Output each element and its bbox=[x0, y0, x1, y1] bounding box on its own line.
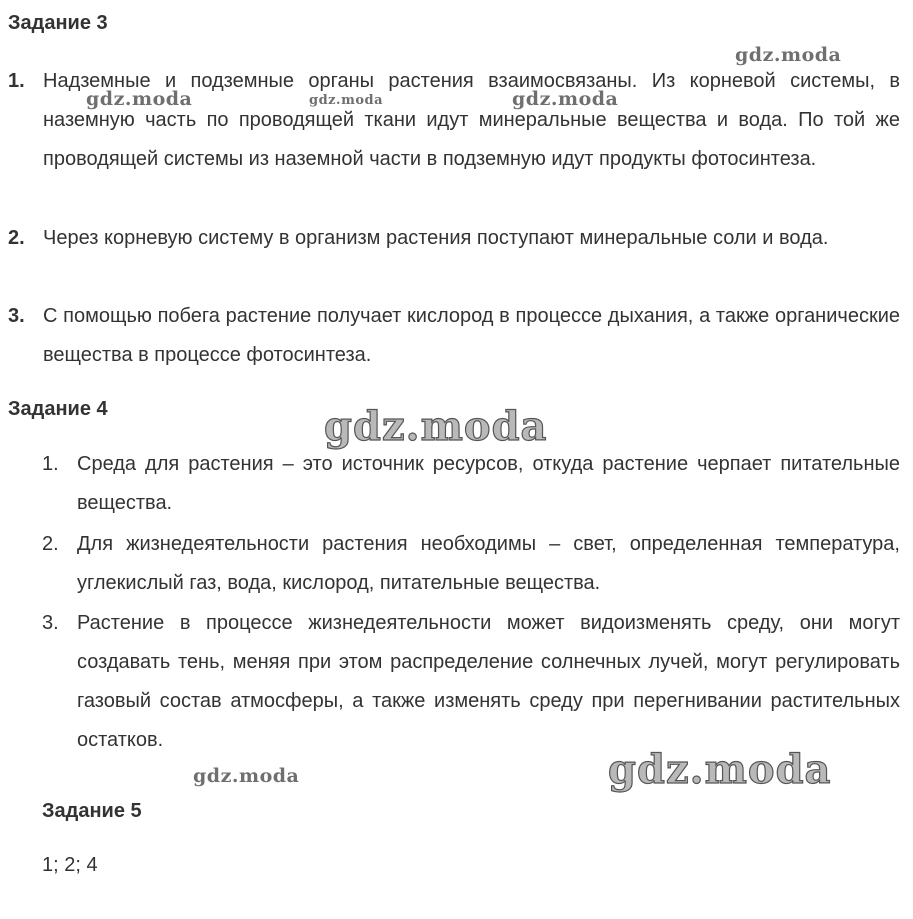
watermark-logo: gdz.moda bbox=[324, 403, 548, 450]
task5-answer: 1; 2; 4 bbox=[42, 854, 98, 876]
watermark-logo: gdz.moda bbox=[735, 44, 842, 66]
task4-item3-text-lines: Растение в процессе жизнедеятельности может видоизменять среду, они могут создавать тень, меняя при этом распределение солнечных лучей, могут регулировать газовый состав атмосферы, а также изменять среду при перегнивании растительных остатков. bbox=[77, 612, 900, 751]
task3-item1-number: 1. bbox=[8, 70, 25, 92]
task3-item3-text bbox=[43, 297, 900, 375]
task3-item1-text bbox=[43, 62, 900, 179]
task4-item2-text-lines: Для жизнедеятельности растения необходимы – свет, определенная температура, углекислый газ, вода, кислород, питательные вещества. bbox=[77, 533, 900, 594]
task4-item3-number: 3. bbox=[42, 612, 59, 634]
task3-item1-text-lines: Надземные и подземные органы растения взаимосвязаны. Из корневой системы, в наземную часть по проводящей ткани идут минеральные вещества и вода. По той же проводящей системы из наземной части в подземную идут продукты фотосинтеза. bbox=[43, 70, 900, 170]
watermark-logo: gdz.moda bbox=[309, 93, 384, 108]
task4-item1-number: 1. bbox=[42, 453, 59, 475]
task3-item3-number: 3. bbox=[8, 305, 25, 327]
task3-item3-text-lines: С помощью побега растение получает кислород в процессе дыхания, а также органические вещества в процессе фотосинтеза. bbox=[43, 305, 900, 366]
task4-item2-text bbox=[77, 525, 900, 603]
watermark-logo: gdz.moda bbox=[86, 88, 193, 110]
task3-heading: Задание 3 bbox=[8, 12, 108, 34]
watermark-logo: gdz.moda bbox=[193, 765, 300, 787]
task4-item1-text bbox=[77, 445, 900, 523]
watermark-logo: gdz.moda bbox=[512, 88, 619, 110]
watermark-logo: gdz.moda bbox=[608, 746, 832, 793]
task5-heading: Задание 5 bbox=[42, 800, 142, 822]
task4-item1-text-lines: Среда для растения – это источник ресурсов, откуда растение черпает питательные вещества. bbox=[77, 453, 900, 514]
task3-item2-text-lines: Через корневую систему в организм растения поступают минеральные соли и вода. bbox=[43, 227, 829, 249]
task4-item3-text bbox=[77, 604, 900, 760]
task3-item2-number: 2. bbox=[8, 227, 25, 249]
task3-item2-text bbox=[43, 219, 900, 258]
task4-item2-number: 2. bbox=[42, 533, 59, 555]
task4-heading: Задание 4 bbox=[8, 398, 108, 420]
